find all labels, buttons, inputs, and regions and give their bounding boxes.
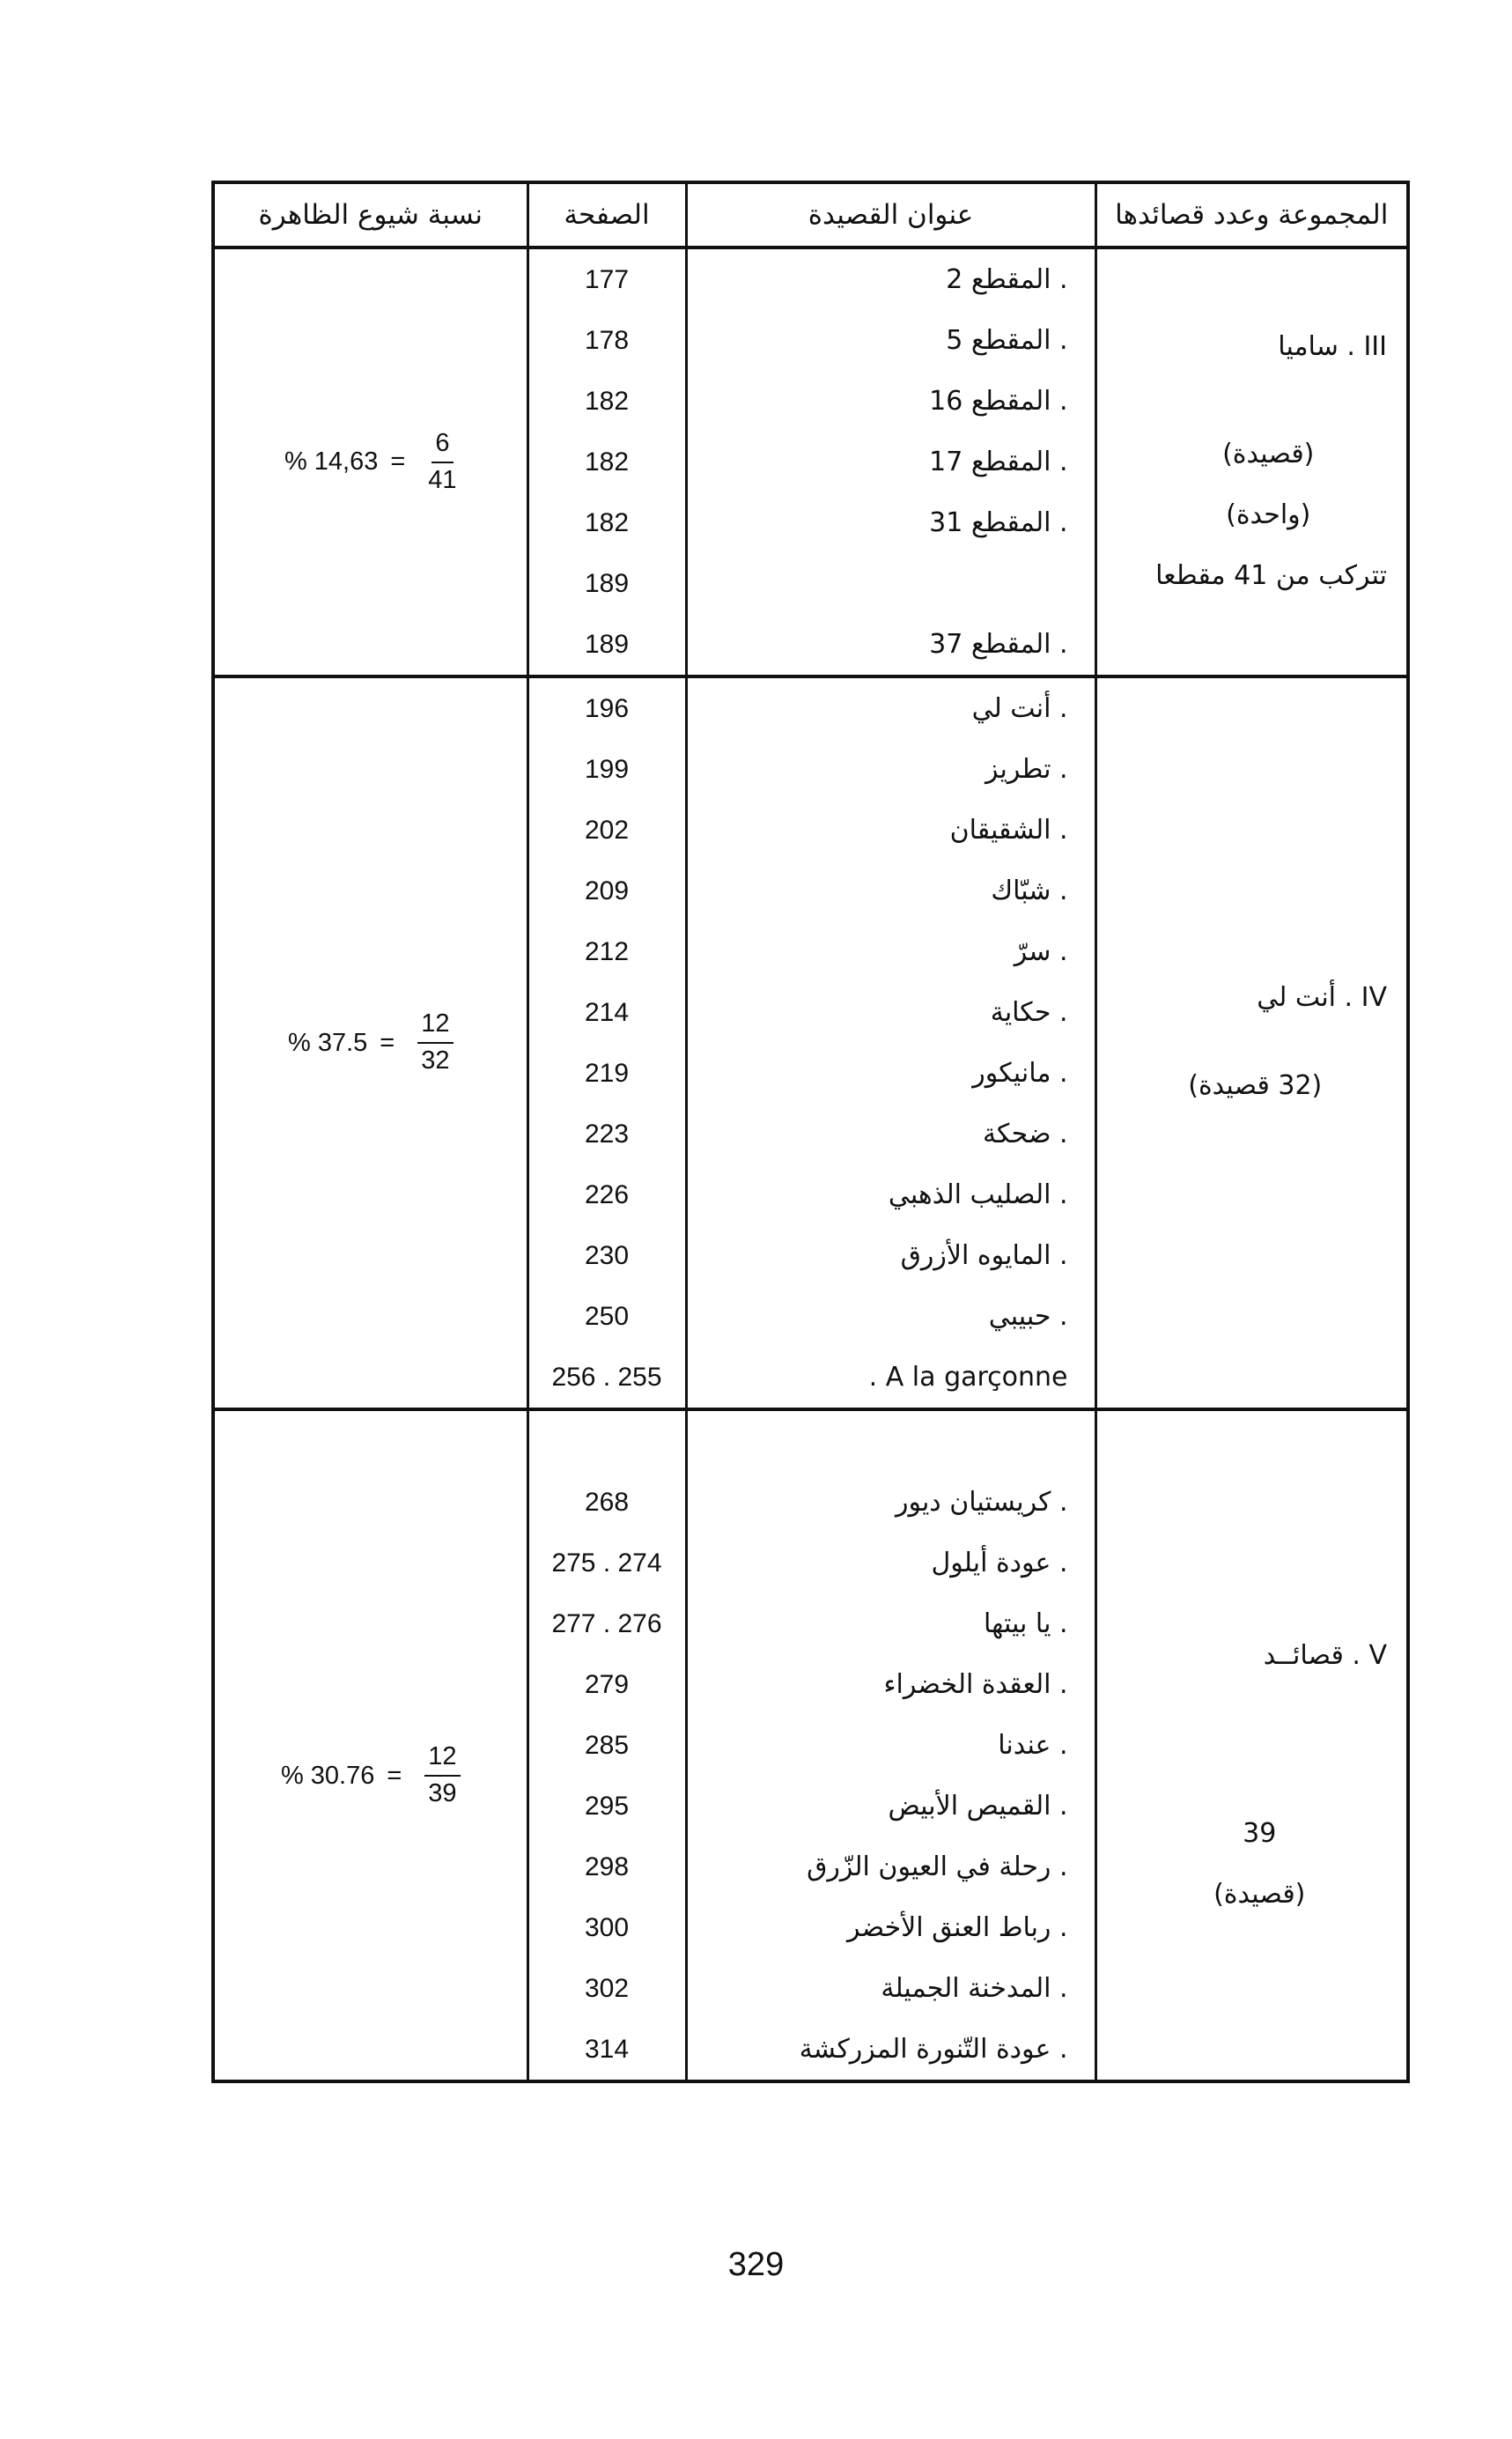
page-cell: 256 . 255 — [527, 1347, 686, 1409]
header-page: الصفحة — [527, 182, 686, 248]
poem-title-cell: . ضحكة — [686, 1104, 1095, 1164]
fraction-numerator: 12 — [417, 1010, 453, 1044]
poem-title-cell — [686, 553, 1095, 614]
poem-title-cell: A la garçonne . — [686, 1347, 1095, 1409]
poem-title-cell: . عودة التّنورة المزركشة — [686, 2019, 1095, 2081]
poem-title-cell: . كريستيان ديور — [686, 1472, 1095, 1533]
page-cell: 298 — [527, 1837, 686, 1897]
page-cell: 277 . 276 — [527, 1593, 686, 1654]
equals-sign: = — [380, 1028, 395, 1057]
page-cell: 212 — [527, 921, 686, 982]
page-cell: 202 — [527, 800, 686, 861]
poem-title-cell: . رحلة في العيون الزّرق — [686, 1837, 1095, 1897]
table-row — [213, 248, 1408, 310]
ratio-percent: % 14,63 — [284, 447, 379, 476]
gap-cell — [1095, 1409, 1408, 1472]
fraction-denominator: 32 — [421, 1046, 450, 1075]
ratio-fraction — [417, 1010, 453, 1075]
table-row — [213, 1472, 1408, 1533]
group-detail-line: (واحدة) — [1226, 499, 1311, 530]
group-detail-line: تتركب من 41 مقطعا — [1155, 559, 1387, 591]
header-row — [213, 182, 1408, 248]
ratio-value — [281, 1743, 461, 1808]
group-detail-line: (قصيدة) — [1213, 1878, 1306, 1910]
ratio-fraction — [428, 430, 456, 495]
poem-title-cell: . حبيبي — [686, 1286, 1095, 1347]
page-cell: 279 — [527, 1654, 686, 1715]
poem-title-cell: . تطريز — [686, 739, 1095, 800]
page-cell: 268 — [527, 1472, 686, 1533]
poem-title-cell: . حكاية — [686, 982, 1095, 1043]
poem-title-cell: . سرّ — [686, 921, 1095, 982]
page-cell: 250 — [527, 1286, 686, 1347]
page-cell: 285 — [527, 1715, 686, 1776]
page-cell: 275 . 274 — [527, 1533, 686, 1593]
page-cell: 302 — [527, 1958, 686, 2019]
page-cell: 300 — [527, 1897, 686, 1958]
page-cell: 314 — [527, 2019, 686, 2081]
ratio-value — [288, 1010, 454, 1075]
group-cell — [1095, 676, 1408, 1409]
ratio-fraction — [424, 1743, 460, 1808]
gap-cell — [527, 1409, 686, 1472]
group-name: III . ساميا — [1278, 330, 1387, 362]
fraction-denominator: 39 — [428, 1779, 457, 1807]
poem-title-cell: . يا بيتها — [686, 1593, 1095, 1654]
page-cell: 182 — [527, 371, 686, 432]
page-cell: 230 — [527, 1225, 686, 1286]
group-detail-line: (32 قصيدة) — [1188, 1070, 1323, 1101]
ratio-cell — [213, 1472, 527, 2081]
gap-cell — [686, 1409, 1095, 1472]
page-cell: 178 — [527, 310, 686, 371]
poem-title-cell: . الصليب الذهبي — [686, 1164, 1095, 1225]
group-cell — [1095, 248, 1408, 676]
equals-sign: = — [387, 1761, 402, 1790]
page-cell: 189 — [527, 614, 686, 676]
ratio-value — [284, 430, 457, 495]
page-cell: 182 — [527, 432, 686, 492]
fraction-denominator: 41 — [428, 465, 457, 494]
poem-title-cell: . العقدة الخضراء — [686, 1654, 1095, 1715]
poem-title-cell: . المقطع 17 — [686, 432, 1095, 492]
page-cell: 226 — [527, 1164, 686, 1225]
poem-title-cell: . عودة أيلول — [686, 1533, 1095, 1593]
page-cell: 189 — [527, 553, 686, 614]
poem-title-cell: . المقطع 37 — [686, 614, 1095, 676]
poem-title-cell: . عندنا — [686, 1715, 1095, 1776]
poem-title-cell: . الشقيقان — [686, 800, 1095, 861]
poem-title-cell: . أنت لي — [686, 676, 1095, 739]
page-cell: 219 — [527, 1043, 686, 1104]
page-cell: 295 — [527, 1776, 686, 1837]
group-cell — [1095, 1472, 1408, 2081]
header-title: عنوان القصيدة — [686, 182, 1095, 248]
section-gap — [213, 1409, 1408, 1472]
poem-title-cell: . المقطع 31 — [686, 492, 1095, 553]
fraction-numerator: 6 — [431, 430, 453, 463]
poem-title-cell: . القميص الأبيض — [686, 1776, 1095, 1837]
ratio-cell — [213, 676, 527, 1409]
equals-sign: = — [390, 447, 406, 476]
ratio-cell — [213, 248, 527, 676]
poem-title-cell: . المقطع 5 — [686, 310, 1095, 371]
ratio-percent: % 30.76 — [280, 1761, 375, 1790]
page-cell: 214 — [527, 982, 686, 1043]
table-row — [213, 676, 1408, 739]
page-cell: 196 — [527, 676, 686, 739]
page-cell: 182 — [527, 492, 686, 553]
group-name: IV . أنت لي — [1257, 982, 1387, 1013]
page-cell: 209 — [527, 861, 686, 921]
poems-table — [211, 181, 1410, 2083]
page-cell: 199 — [527, 739, 686, 800]
poem-title-cell: . مانيكور — [686, 1043, 1095, 1104]
page-cell: 177 — [527, 248, 686, 310]
page-cell: 223 — [527, 1104, 686, 1164]
ratio-percent: % 37.5 — [288, 1028, 368, 1057]
group-detail-line: 39 — [1243, 1817, 1277, 1849]
poem-title-cell: . المقطع 16 — [686, 371, 1095, 432]
group-name: V . قصائــد — [1263, 1639, 1387, 1671]
poem-title-cell: . المدخنة الجميلة — [686, 1958, 1095, 2019]
fraction-numerator: 12 — [424, 1743, 460, 1777]
group-detail-line: (قصيدة) — [1222, 438, 1315, 469]
poem-title-cell: . رباط العنق الأخضر — [686, 1897, 1095, 1958]
poem-title-cell: . المايوه الأزرق — [686, 1225, 1095, 1286]
poem-title-cell: . المقطع 2 — [686, 248, 1095, 310]
header-ratio: نسبة شيوع الظاهرة — [213, 182, 527, 248]
gap-cell — [213, 1409, 527, 1472]
page-number: 329 — [727, 2246, 785, 2283]
poem-title-cell: . شبّاك — [686, 861, 1095, 921]
header-group: المجموعة وعدد قصائدها — [1095, 182, 1408, 248]
